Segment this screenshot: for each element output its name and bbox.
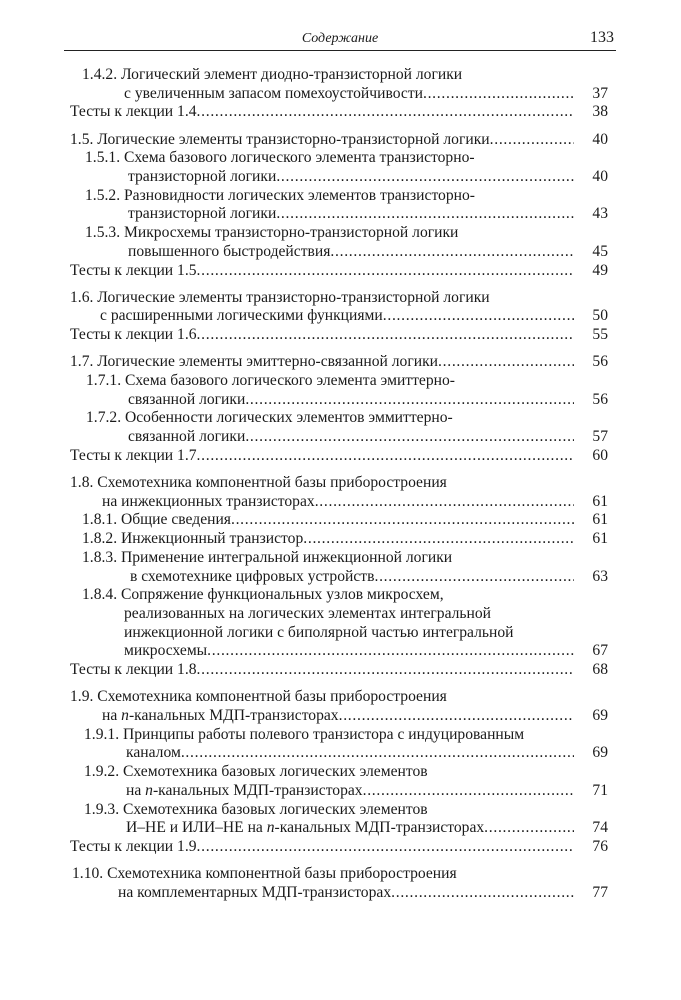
toc-entry-text bbox=[128, 428, 245, 447]
dot-leader bbox=[276, 205, 574, 224]
toc-entry-line bbox=[70, 372, 608, 391]
text-segment: 1.8. Схемотехника компонентной базы приборостроения bbox=[70, 474, 447, 492]
text-segment: 1.5.1. Схема базового логического элемента транзисторно- bbox=[85, 149, 475, 167]
text-segment: с увеличенным запасом помехоустойчивости bbox=[124, 84, 423, 102]
text-segment: на bbox=[126, 781, 146, 799]
dot-leader bbox=[197, 838, 574, 857]
toc-entry-line bbox=[70, 511, 608, 530]
toc-entry-line bbox=[70, 187, 608, 206]
text-segment: в схемотехнике цифровых устройств bbox=[130, 567, 375, 585]
toc-entry-text bbox=[126, 819, 484, 838]
text-segment: 1.4.2. Логический элемент диодно-транзисторной логики bbox=[82, 66, 463, 83]
toc-entry-text bbox=[70, 326, 197, 345]
dot-leader bbox=[330, 243, 574, 262]
toc-entry-section[interactable] bbox=[70, 353, 608, 372]
toc-page-number: 61 bbox=[592, 511, 608, 529]
toc-entry-line bbox=[70, 782, 608, 801]
toc-entry-text bbox=[102, 707, 339, 726]
italic-variable: n bbox=[121, 707, 129, 724]
toc-entry-text bbox=[85, 187, 475, 206]
text-segment: 1.9.3. Схемотехника базовых логических элементов bbox=[84, 800, 428, 818]
text-segment: 1.7.2. Особенности логических элементов эммиттерно- bbox=[86, 409, 453, 427]
running-header-title: Содержание bbox=[301, 31, 379, 46]
toc-entry-line bbox=[70, 409, 608, 428]
text-segment: 1.8.3. Применение интегральной инжекционной логики bbox=[82, 548, 453, 566]
toc-entry-section[interactable] bbox=[70, 131, 608, 150]
dot-leader bbox=[207, 642, 574, 661]
toc-entry-text bbox=[85, 224, 458, 243]
toc-entry-text bbox=[72, 865, 457, 884]
toc-entry-text bbox=[82, 66, 462, 85]
toc-entry-text bbox=[70, 131, 490, 150]
toc-entry-line bbox=[70, 661, 608, 680]
toc-entry-text bbox=[128, 205, 276, 224]
toc-entry-text bbox=[70, 474, 447, 493]
text-segment: Тесты к лекции 1.5 bbox=[70, 261, 197, 279]
toc-entry-text bbox=[84, 801, 428, 820]
toc-entry-text bbox=[86, 372, 455, 391]
table-of-contents bbox=[70, 66, 608, 911]
text-segment: повышенного быстродействия bbox=[128, 242, 331, 260]
toc-entry-section[interactable] bbox=[70, 289, 608, 326]
text-segment: Тесты к лекции 1.4 bbox=[70, 103, 197, 121]
toc-entry-line bbox=[70, 605, 608, 624]
dot-leader bbox=[276, 168, 574, 187]
toc-entry-text bbox=[82, 586, 444, 605]
dot-leader bbox=[363, 782, 574, 801]
toc-entry-line bbox=[70, 493, 608, 512]
toc-entry-test[interactable] bbox=[70, 326, 608, 345]
toc-page-number: 74 bbox=[592, 819, 608, 837]
toc-entry-section[interactable] bbox=[70, 688, 608, 725]
text-segment: -канальных МДП-транзисторах bbox=[274, 819, 485, 837]
dot-leader bbox=[197, 103, 574, 122]
dot-leader bbox=[197, 262, 574, 281]
toc-entry-sub[interactable] bbox=[70, 187, 608, 224]
toc-entry-test[interactable] bbox=[70, 661, 608, 680]
toc-entry-text bbox=[82, 530, 303, 549]
text-segment: 1.7.1. Схема базового логического элемента эмиттерно- bbox=[86, 372, 455, 390]
toc-entry-line bbox=[70, 838, 608, 857]
text-segment: Тесты к лекции 1.8 bbox=[70, 661, 197, 679]
toc-entry-sub[interactable] bbox=[70, 549, 608, 586]
toc-entry-test[interactable] bbox=[70, 838, 608, 857]
toc-page-number: 43 bbox=[592, 205, 608, 223]
text-segment: 1.9.2. Схемотехника базовых логических элементов bbox=[84, 763, 428, 781]
toc-entry-text bbox=[70, 289, 490, 308]
toc-page-number: 50 bbox=[592, 307, 608, 325]
toc-entry-text bbox=[82, 549, 452, 568]
toc-entry-line bbox=[70, 224, 608, 243]
text-segment: 1.8.1. Общие сведения bbox=[82, 511, 231, 529]
toc-group bbox=[70, 865, 608, 902]
toc-entry-section[interactable] bbox=[70, 474, 608, 511]
text-segment: на инжекционных транзисторах bbox=[102, 492, 315, 510]
toc-entry-line bbox=[70, 642, 608, 661]
toc-entry-text bbox=[128, 168, 276, 187]
text-segment: реализованных на логических элементах интегральной bbox=[124, 604, 492, 622]
toc-group bbox=[70, 131, 608, 281]
dot-leader bbox=[490, 131, 574, 150]
toc-entry-sub[interactable] bbox=[70, 801, 608, 838]
toc-entry-text bbox=[124, 624, 514, 643]
toc-page-number: 68 bbox=[592, 661, 608, 679]
toc-page-number: 69 bbox=[592, 744, 608, 762]
toc-page-number: 76 bbox=[592, 837, 608, 855]
toc-page-number: 56 bbox=[592, 353, 608, 371]
dot-leader bbox=[423, 85, 574, 104]
toc-entry-line bbox=[70, 865, 608, 884]
text-segment: -канальных МДП-транзисторах bbox=[128, 707, 339, 724]
toc-page-number: 63 bbox=[592, 567, 608, 585]
text-segment: транзисторной логики bbox=[128, 205, 277, 223]
toc-entry-text bbox=[85, 149, 475, 168]
toc-entry-line bbox=[70, 549, 608, 568]
toc-entry-line bbox=[70, 205, 608, 224]
toc-entry-line bbox=[70, 131, 608, 150]
toc-page-number: 55 bbox=[592, 326, 608, 344]
toc-page-number: 49 bbox=[592, 261, 608, 279]
toc-page-number: 40 bbox=[592, 130, 608, 148]
toc-entry-line bbox=[70, 884, 608, 903]
toc-entry-text bbox=[126, 782, 363, 801]
toc-entry-section[interactable] bbox=[70, 865, 608, 902]
toc-entry-line bbox=[70, 726, 608, 745]
toc-entry-sub[interactable] bbox=[70, 224, 608, 261]
toc-entry-line bbox=[70, 428, 608, 447]
toc-entry-line bbox=[70, 447, 608, 466]
toc-entry-line bbox=[70, 763, 608, 782]
toc-entry-line bbox=[70, 819, 608, 838]
toc-group bbox=[70, 66, 608, 122]
text-segment: 1.8.4. Сопряжение функциональных узлов микросхем, bbox=[82, 586, 444, 604]
toc-entry-line bbox=[70, 149, 608, 168]
dot-leader bbox=[339, 707, 574, 726]
italic-variable: n bbox=[145, 781, 153, 799]
toc-entry-sub[interactable] bbox=[70, 530, 608, 549]
dot-leader bbox=[245, 428, 574, 447]
toc-entry-line bbox=[70, 801, 608, 820]
toc-entry-text bbox=[126, 744, 181, 763]
text-segment: Тесты к лекции 1.6 bbox=[70, 326, 197, 344]
running-header bbox=[64, 28, 616, 51]
text-segment: Тесты к лекции 1.7 bbox=[70, 446, 197, 464]
toc-entry-text bbox=[128, 243, 330, 262]
dot-leader bbox=[197, 326, 574, 345]
toc-entry-text bbox=[70, 262, 197, 281]
dot-leader bbox=[197, 661, 574, 680]
text-segment: -канальных МДП-транзисторах bbox=[152, 781, 363, 799]
text-segment: на комплементарных МДП-транзисторах bbox=[118, 883, 392, 901]
toc-entry-text bbox=[124, 642, 207, 661]
dot-leader bbox=[484, 819, 574, 838]
toc-entry-line bbox=[70, 688, 608, 707]
toc-entry-text bbox=[102, 493, 315, 512]
toc-entry-text bbox=[84, 763, 428, 782]
dot-leader bbox=[374, 568, 574, 587]
toc-page-number: 60 bbox=[592, 446, 608, 464]
text-segment: микросхемы bbox=[124, 642, 208, 660]
toc-entry-text bbox=[82, 511, 231, 530]
toc-entry-sub[interactable] bbox=[70, 511, 608, 530]
toc-entry-text bbox=[124, 605, 491, 624]
toc-entry-sub[interactable] bbox=[70, 763, 608, 800]
text-segment: 1.9. Схемотехника компонентной базы приборостроения bbox=[70, 688, 447, 706]
text-segment: И–НЕ и ИЛИ–НЕ на bbox=[126, 819, 267, 837]
text-segment: связанной логики bbox=[128, 428, 246, 446]
toc-page-number: 45 bbox=[592, 242, 608, 260]
toc-entry-line bbox=[70, 326, 608, 345]
toc-entry-line bbox=[70, 85, 608, 104]
toc-page-number: 61 bbox=[592, 492, 608, 510]
toc-page-number: 67 bbox=[592, 642, 608, 660]
dot-leader bbox=[245, 391, 574, 410]
toc-entry-text bbox=[84, 726, 524, 745]
toc-page-number: 38 bbox=[592, 103, 608, 121]
toc-entry-sub[interactable] bbox=[70, 409, 608, 446]
toc-entry-line bbox=[70, 103, 608, 122]
dot-leader bbox=[197, 447, 574, 466]
text-segment: на bbox=[102, 707, 122, 724]
toc-entry-sub[interactable] bbox=[70, 372, 608, 409]
dot-leader bbox=[438, 353, 574, 372]
toc-page-number: 57 bbox=[592, 428, 608, 446]
text-segment: 1.6. Логические элементы транзисторно-транзисторной логики bbox=[70, 288, 490, 306]
toc-entry-line bbox=[70, 307, 608, 326]
toc-group bbox=[70, 353, 608, 465]
dot-leader bbox=[231, 511, 574, 530]
toc-page-number: 37 bbox=[592, 84, 608, 102]
toc-entry-text bbox=[70, 661, 197, 680]
dot-leader bbox=[383, 307, 574, 326]
toc-entry-line bbox=[70, 530, 608, 549]
text-segment: 1.10. Схемотехника компонентной базы приборостроения bbox=[72, 865, 457, 883]
toc-entry-line bbox=[70, 474, 608, 493]
text-segment: с расширенными логическими функциями bbox=[100, 307, 383, 325]
toc-entry-sub[interactable] bbox=[70, 149, 608, 186]
toc-page-number: 71 bbox=[592, 781, 608, 799]
dot-leader bbox=[391, 884, 574, 903]
toc-entry-line bbox=[70, 586, 608, 605]
toc-entry-text bbox=[70, 688, 447, 707]
toc-entry-line bbox=[70, 262, 608, 281]
dot-leader bbox=[315, 493, 574, 512]
toc-entry-text bbox=[70, 838, 197, 857]
text-segment: Тесты к лекции 1.9 bbox=[70, 837, 197, 855]
toc-entry-line bbox=[70, 707, 608, 726]
toc-entry-text bbox=[130, 568, 374, 587]
text-segment: 1.5. Логические элементы транзисторно-транзисторной логики bbox=[70, 130, 490, 148]
toc-entry-text bbox=[100, 307, 383, 326]
toc-entry-test[interactable] bbox=[70, 262, 608, 281]
dot-leader bbox=[181, 744, 574, 763]
toc-entry-line bbox=[70, 243, 608, 262]
text-segment: 1.8.2. Инжекционный транзистор bbox=[82, 530, 304, 548]
toc-entry-text bbox=[124, 85, 423, 104]
toc-group bbox=[70, 474, 608, 680]
text-segment: каналом bbox=[126, 744, 181, 762]
toc-entry-sub[interactable] bbox=[70, 726, 608, 763]
italic-variable: n bbox=[266, 819, 275, 837]
toc-entry-test[interactable] bbox=[70, 447, 608, 466]
toc-entry-line bbox=[70, 568, 608, 587]
text-segment: связанной логики bbox=[128, 390, 246, 408]
toc-page-number: 69 bbox=[592, 707, 608, 724]
toc-entry-text bbox=[118, 884, 391, 903]
toc-entry-line bbox=[70, 391, 608, 410]
toc-entry-line bbox=[70, 744, 608, 763]
toc-entry-text bbox=[86, 409, 453, 428]
toc-page-number: 56 bbox=[592, 390, 608, 408]
text-segment: 1.9.1. Принципы работы полевого транзистора с индуцированным bbox=[84, 725, 525, 743]
text-segment: инжекционной логики с биполярной частью интегральной bbox=[124, 623, 514, 641]
toc-page-number: 61 bbox=[592, 530, 608, 548]
toc-entry-line bbox=[70, 624, 608, 643]
dot-leader bbox=[303, 530, 574, 549]
toc-page-number: 77 bbox=[592, 883, 608, 901]
text-segment: 1.5.2. Разновидности логических элементов транзисторно- bbox=[85, 186, 475, 204]
toc-entry-line bbox=[70, 168, 608, 187]
toc-entry-line bbox=[70, 353, 608, 372]
toc-entry-sub[interactable] bbox=[70, 586, 608, 661]
page-number: 133 bbox=[590, 29, 614, 46]
toc-entry-line bbox=[70, 289, 608, 308]
text-segment: транзисторной логики bbox=[128, 168, 277, 186]
toc-group bbox=[70, 289, 608, 345]
toc-group bbox=[70, 688, 608, 856]
toc-entry-text bbox=[128, 391, 245, 410]
toc-entry-sub[interactable] bbox=[70, 66, 608, 103]
toc-entry-text bbox=[70, 103, 197, 122]
toc-entry-text bbox=[70, 353, 438, 372]
toc-page-number: 40 bbox=[592, 168, 608, 186]
toc-entry-line bbox=[70, 66, 608, 85]
toc-entry-test[interactable] bbox=[70, 103, 608, 122]
text-segment: 1.5.3. Микросхемы транзисторно-транзисторной логики bbox=[85, 224, 459, 242]
text-segment: 1.7. Логические элементы эмиттерно-связанной логики bbox=[70, 353, 439, 371]
toc-entry-text bbox=[70, 447, 197, 466]
